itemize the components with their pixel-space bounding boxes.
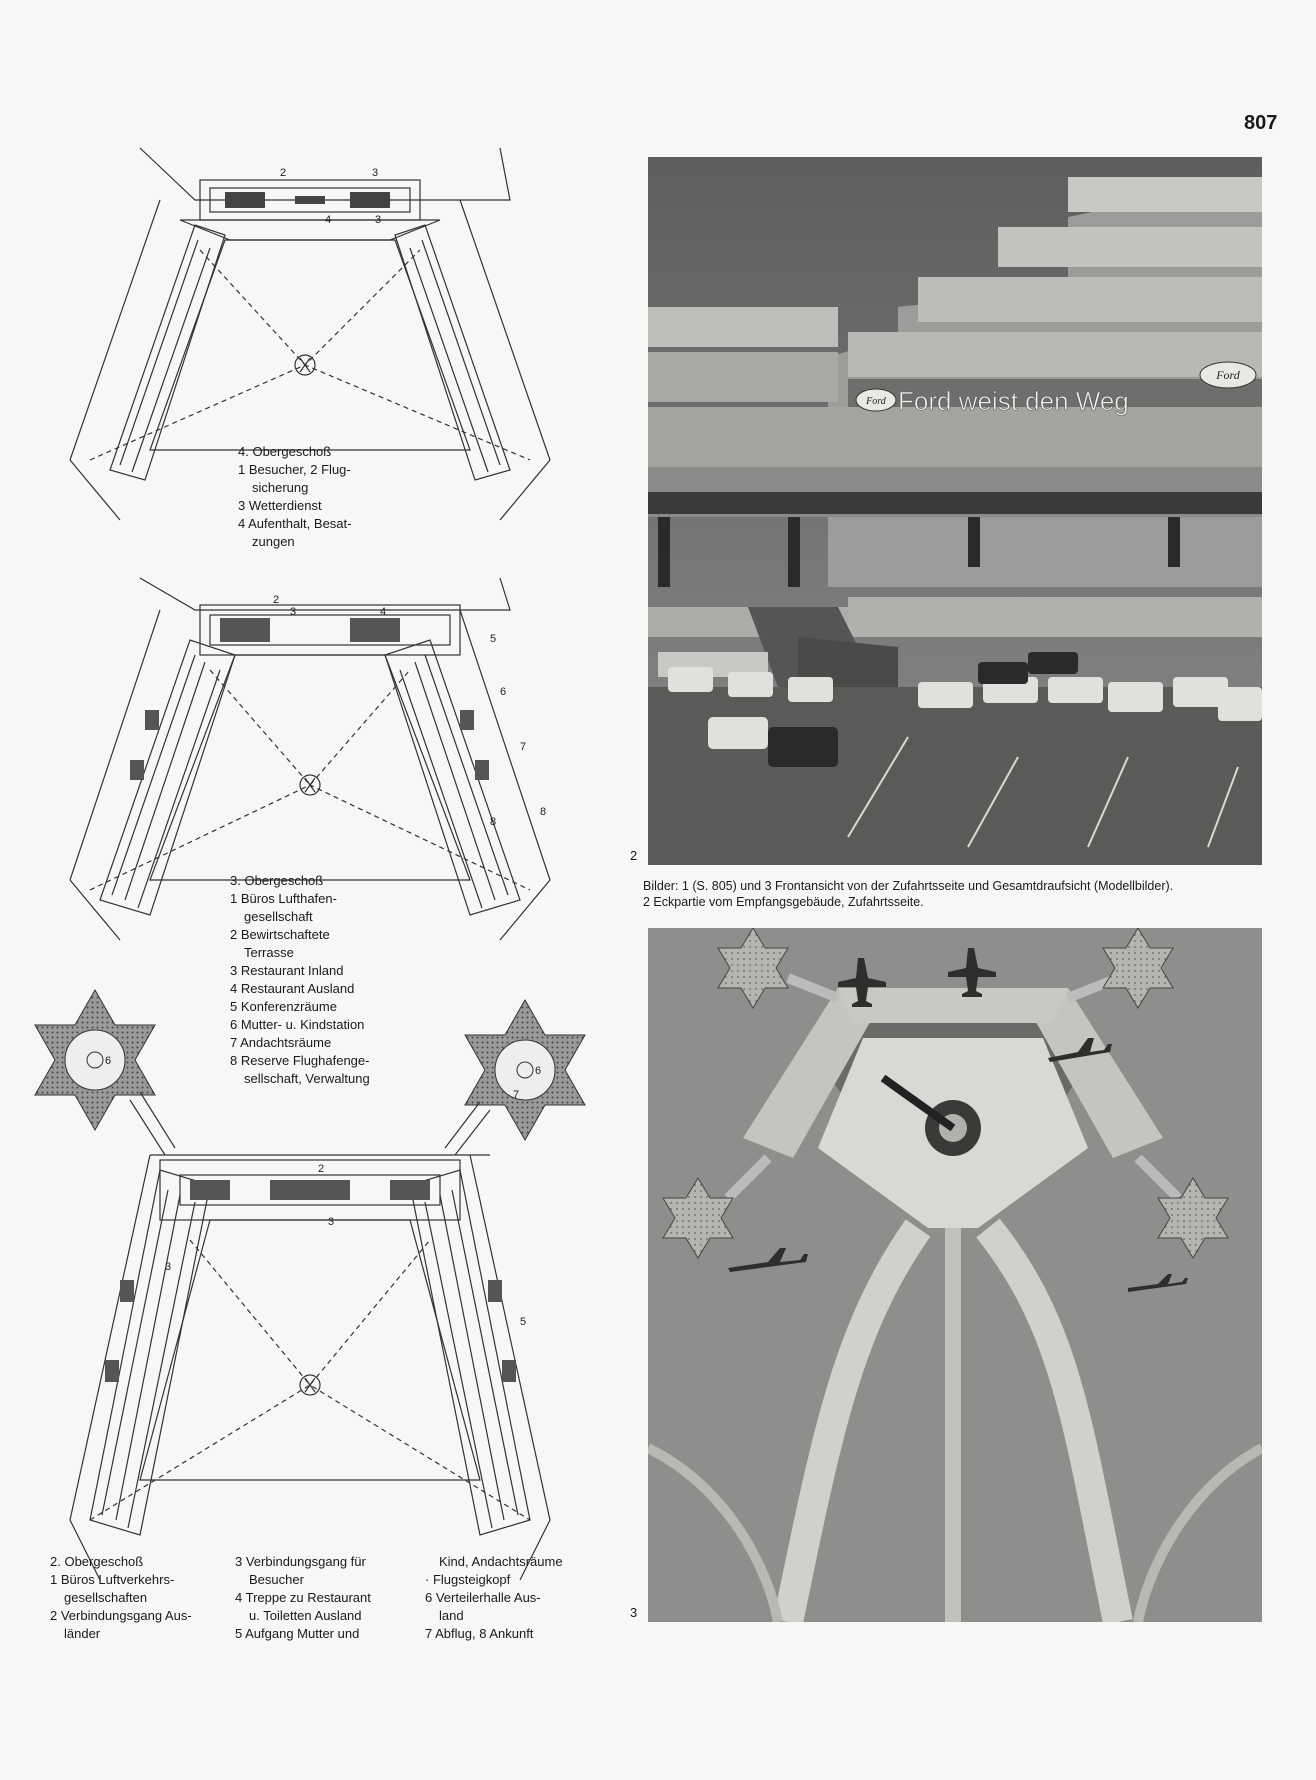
- plan3-label-8: 8: [540, 806, 547, 818]
- plan2-legend-line: 2. Obergeschoß: [50, 1554, 144, 1569]
- plan2-label-3b: 3: [165, 1261, 172, 1273]
- plan4-legend: [238, 443, 351, 551]
- plan3-legend-line: 7 Andachtsräume: [230, 1035, 332, 1050]
- plan4-legend-line: 1 Besucher, 2 Flug-: [238, 462, 351, 477]
- plan4-legend-line: zungen: [252, 534, 295, 549]
- plan3-legend-line: 2 Bewirtschaftete: [230, 927, 330, 942]
- plan2-legend-col2: [235, 1553, 371, 1643]
- plan3-legend-line: 8 Reserve Flughafenge-: [230, 1053, 370, 1068]
- plan3-label-2: 2: [273, 594, 280, 606]
- plan4-legend-line: sicherung: [252, 480, 309, 495]
- photo3-figure-number: 3: [630, 1605, 638, 1620]
- plan3-label-8b: 8: [490, 816, 497, 828]
- plan3-label-3: 3: [290, 606, 297, 618]
- plan2-legend-line: 4 Treppe zu Restaurant: [235, 1590, 371, 1605]
- plan2-legend-col3: [425, 1553, 563, 1643]
- plan4-label-3b: 3: [375, 214, 382, 226]
- plan2-legend-line: Besucher: [249, 1572, 304, 1587]
- plan3-legend-line: 4 Restaurant Ausland: [230, 981, 355, 996]
- plan2-label-6-left: 6: [105, 1055, 112, 1067]
- photo-2-terminal-corner: [648, 157, 1262, 865]
- plan3-legend-line: 3 Restaurant Inland: [230, 963, 344, 978]
- caption-line-2: 2 Eckpartie vom Empfangsgebäude, Zufahrtsseite.: [643, 895, 924, 909]
- plan4-label-2: 2: [280, 167, 287, 179]
- plan2-label-2: 2: [318, 1163, 325, 1175]
- plan3-label-5: 5: [490, 633, 497, 645]
- plan3-legend-line: 5 Konferenzräume: [230, 999, 337, 1014]
- plan2-legend-line: 7 Abflug, 8 Ankunft: [425, 1626, 534, 1641]
- plan2-label-7: 7: [513, 1089, 520, 1101]
- plan4-label-3: 3: [372, 167, 379, 179]
- ford-logo-left: Ford: [866, 396, 886, 407]
- plan4-legend-line: 4. Obergeschoß: [238, 444, 332, 459]
- plan2-legend-line: gesellschaften: [64, 1590, 148, 1605]
- plan3-legend-line: 1 Büros Lufthafen-: [230, 891, 337, 906]
- plan2-label-6-right: 6: [535, 1065, 542, 1077]
- photo-caption: [643, 878, 1263, 910]
- plan2-legend-col1: [50, 1553, 192, 1643]
- plan3-label-6: 6: [500, 686, 507, 698]
- plan3-legend-line: 3. Obergeschoß: [230, 873, 324, 888]
- plan2-legend-line: 1 Büros Luftverkehrs-: [50, 1572, 175, 1587]
- plan2-legend-line: länder: [64, 1626, 101, 1641]
- ford-logo-right: Ford: [1216, 368, 1240, 382]
- left-star-pier: [35, 990, 155, 1130]
- plan2-label-5: 5: [520, 1316, 527, 1328]
- ford-sign: Ford weist den Weg: [898, 386, 1129, 416]
- plan3-legend-line: sellschaft, Verwaltung: [244, 1071, 370, 1086]
- plan4-legend-line: 4 Aufenthalt, Besat-: [238, 516, 352, 531]
- plan2-legend-line: u. Toiletten Ausland: [249, 1608, 362, 1623]
- plan2-legend-line: 2 Verbindungsgang Aus-: [50, 1608, 192, 1623]
- floor-plan-2-drawing: [10, 980, 610, 1780]
- plan2-legend-line: 6 Verteilerhalle Aus-: [425, 1590, 541, 1605]
- plan3-label-7: 7: [520, 741, 527, 753]
- photo-3-model-aerial: [648, 928, 1262, 1622]
- plan2-label-3: 3: [328, 1216, 335, 1228]
- plan3-legend-line: gesellschaft: [244, 909, 313, 924]
- plan2-legend-line: 3 Verbindungsgang für: [235, 1554, 366, 1569]
- plan2-legend-line: Kind, Andachtsräume: [439, 1554, 563, 1569]
- page-number: 807: [1244, 112, 1278, 134]
- plan2-legend-line: 5 Aufgang Mutter und: [235, 1626, 360, 1641]
- plan4-legend-line: 3 Wetterdienst: [238, 498, 322, 513]
- plan3-legend-line: Terrasse: [244, 945, 294, 960]
- photo2-figure-number: 2: [630, 848, 638, 863]
- plan2-legend-line: land: [439, 1608, 464, 1623]
- plan3-legend-line: 6 Mutter- u. Kindstation: [230, 1017, 365, 1032]
- plan3-label-4: 4: [380, 606, 387, 618]
- plan2-legend-line: · Flugsteigkopf: [425, 1572, 511, 1587]
- plan4-label-4: 4: [325, 214, 332, 226]
- caption-line-1: Bilder: 1 (S. 805) und 3 Frontansicht von der Zufahrtsseite und Gesamtdraufsicht (Modellbilder).: [643, 879, 1174, 893]
